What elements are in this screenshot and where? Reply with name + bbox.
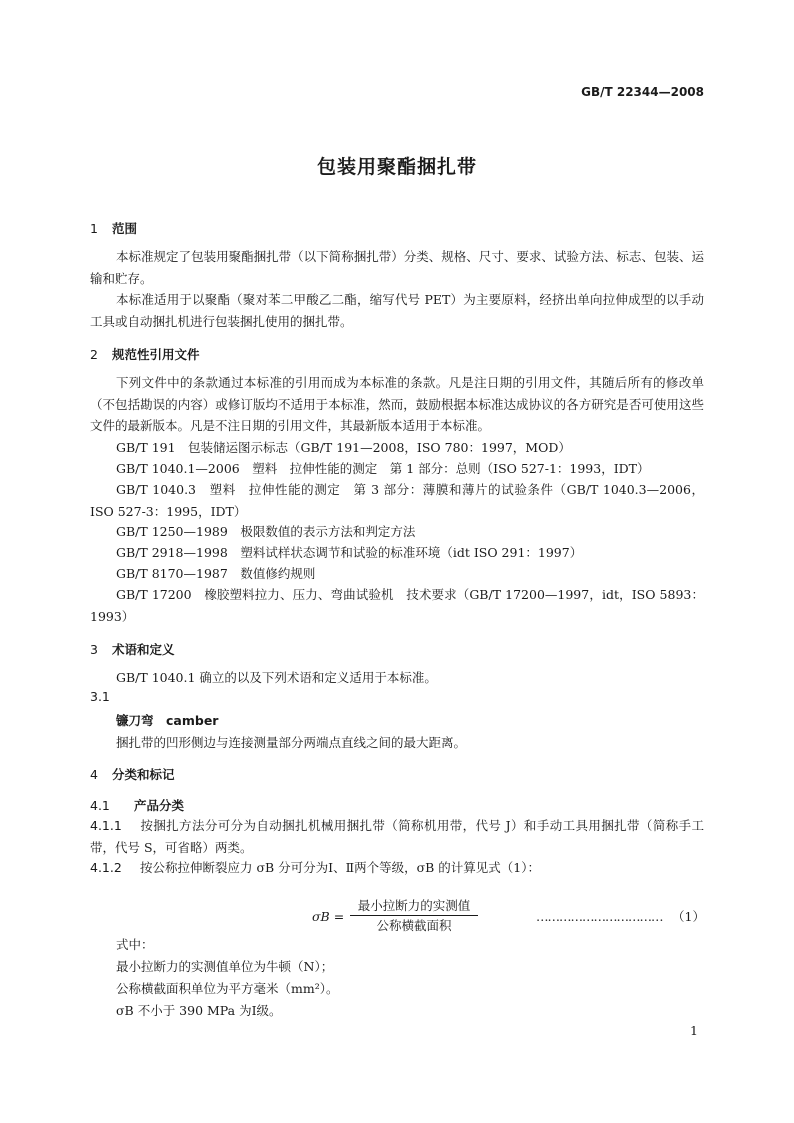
clause-number: 4.1.1 xyxy=(90,818,122,833)
section-1-paragraph-2: 本标准适用于以聚酯（聚对苯二甲酸乙二酯，缩写代号 PET）为主要原料，经挤出单向拉伸成型的以手动工具或自动捆扎机进行包装捆扎使用的捆扎带。 xyxy=(90,292,704,329)
reference-item: GB/T 1250—1989 极限数值的表示方法和判定方法 xyxy=(116,524,416,539)
page-number: 1 xyxy=(690,1023,698,1038)
clause-number: 4.1.2 xyxy=(90,860,122,875)
term-definition: 捆扎带的凹形侧边与连接测量部分两端点直线之间的最大距离。 xyxy=(116,735,467,750)
term-name: 镰刀弯 camber xyxy=(116,713,219,728)
where-item: σB 不小于 390 MPa 为Ⅰ级。 xyxy=(116,1003,282,1018)
section-number: 1 xyxy=(90,221,98,236)
formula-fraction xyxy=(350,896,478,934)
formula-denominator: 公称横截面积 xyxy=(376,918,452,933)
where-item: 最小拉断力的实测值单位为牛顿（N）； xyxy=(116,959,334,974)
reference-item: GB/T 191 包装储运图示标志（GB/T 191—2008，ISO 780：1997，MOD） xyxy=(116,440,571,455)
section-title: 术语和定义 xyxy=(112,642,175,657)
reference-item: GB/T 1040.1—2006 塑料 拉伸性能的测定 第 1 部分：总则（ISO 527-1：1993，IDT） xyxy=(116,461,650,476)
subsection-4-1-heading xyxy=(90,796,184,814)
formula-numerator: 最小拉断力的实测值 xyxy=(350,896,478,916)
section-1-heading xyxy=(90,219,137,237)
where-label: 式中： xyxy=(116,937,154,952)
section-2-heading xyxy=(90,345,200,363)
reference-item: GB/T 2918—1998 塑料试样状态调节和试验的标准环境（idt ISO 291：1997） xyxy=(116,545,583,560)
reference-item: GB/T 1040.3 塑料 拉伸性能的测定 第 3 部分：薄膜和薄片的试验条件（GB/T 1040.3—2006，ISO 527-3：1995，IDT） xyxy=(90,482,704,519)
section-3-intro: GB/T 1040.1 确立的以及下列术语和定义适用于本标准。 xyxy=(116,670,437,685)
clause-4-1-2 xyxy=(90,857,704,879)
formula-number: （1） xyxy=(672,909,705,924)
clause-text: 按公称拉伸断裂应力 σB 分可分为Ⅰ、Ⅱ两个等级，σB 的计算见式（1）： xyxy=(140,860,540,875)
formula-lhs: σB = xyxy=(312,909,345,924)
section-1-paragraph-1: 本标准规定了包装用聚酯捆扎带（以下简称捆扎带）分类、规格、尺寸、要求、试验方法、标志、包装、运输和贮存。 xyxy=(90,249,704,286)
section-number: 3 xyxy=(90,642,98,657)
section-title: 范围 xyxy=(112,221,138,236)
section-2-intro: 下列文件中的条款通过本标准的引用而成为本标准的条款。凡是注日期的引用文件，其随后所有的修改单（不包括勘误的内容）或修订版均不适用于本标准，然而，鼓励根据本标准达成协议的各方研究是否可使用这些文件的最新版本。凡是不注日期的引用文件，其最新版本适用于本标准。 xyxy=(90,375,704,433)
section-number: 4 xyxy=(90,767,98,782)
section-3-heading xyxy=(90,640,175,658)
section-4-heading xyxy=(90,765,175,783)
reference-item: GB/T 17200 橡胶塑料拉力、压力、弯曲试验机 技术要求（GB/T 17200—1997，idt，ISO 5893：1993） xyxy=(90,587,704,624)
document-title: 包装用聚酯捆扎带 xyxy=(316,156,477,178)
clause-4-1-1 xyxy=(90,815,704,858)
subsection-number: 4.1 xyxy=(90,798,110,813)
formula-leader-dots: …………………………… xyxy=(536,909,663,924)
clause-text: 按捆扎方法分可分为自动捆扎机械用捆扎带（简称机用带，代号 J）和手动工具用捆扎带（简称手工带，代号 S，可省略）两类。 xyxy=(90,818,704,855)
subsection-title: 产品分类 xyxy=(134,798,185,813)
subsection-number: 3.1 xyxy=(90,689,110,704)
section-title: 规范性引用文件 xyxy=(112,347,200,362)
reference-item: GB/T 8170—1987 数值修约规则 xyxy=(116,566,316,581)
section-number: 2 xyxy=(90,347,98,362)
where-item: 公称横截面积单位为平方毫米（mm²）。 xyxy=(116,981,339,996)
section-title: 分类和标记 xyxy=(112,767,175,782)
standard-number: GB/T 22344—2008 xyxy=(581,85,704,99)
